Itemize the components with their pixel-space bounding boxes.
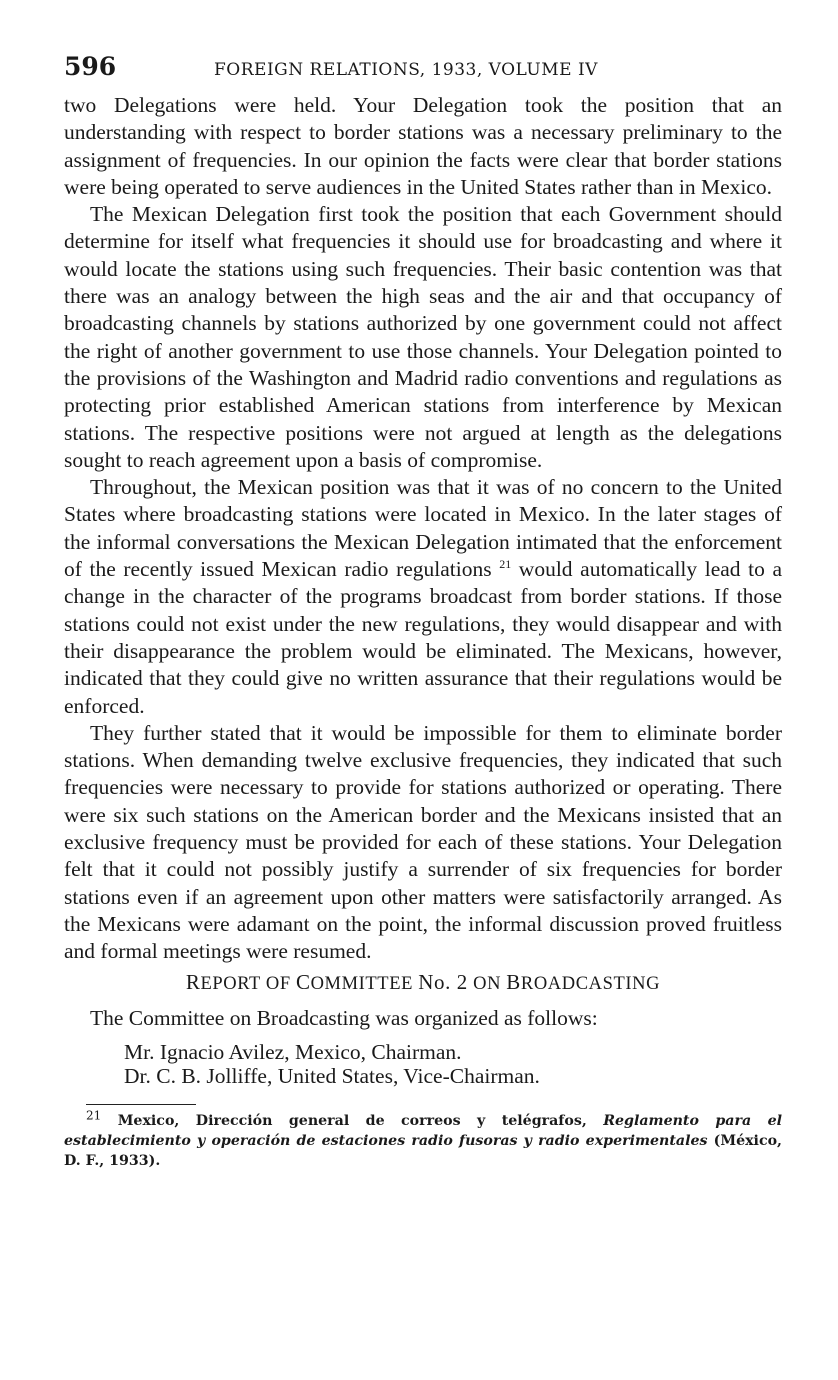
page-number: 596 xyxy=(64,52,117,81)
footnote-tail: (México, D. F., 1933). xyxy=(64,1132,782,1169)
footnote-reference[interactable]: 21 xyxy=(499,556,512,571)
document-page xyxy=(64,52,782,1171)
running-title: FOREIGN RELATIONS, 1933, VOLUME IV xyxy=(214,60,598,80)
committee-intro: The Committee on Broadcasting was organized as follows: xyxy=(90,1005,598,1030)
footnote-title: Reglamento para el establecimiento y operación de estaciones radio fusoras y radio experimentales xyxy=(64,1112,783,1149)
paragraph-2: The Mexican Delegation first took the position that each Government should determine for itself what frequencies it should use for broadcasting and where it would locate the stations using such frequencies. Their basic contention was that there was an analogy between the high seas and the air and that occupancy of broadcasting channels by stations authorized by one government could not affect the right of another government to use those channels. Your Delegation pointed to the provisions of the Washington and Madrid radio conventions and regulations as protecting prior established American stations from interference by Mexican stations. The respective positions were not argued at length as the delegations sought to reach agreement upon a basis of compromise. xyxy=(64,202,782,472)
paragraph-3 xyxy=(64,474,782,720)
paragraph-4: They further stated that it would be impossible for them to eliminate border stations. When demanding twelve exclusive frequencies, they indicated that such frequencies were necessary to provide for stations authorized or operating. There were six such stations on the American border and the Mexicans insisted that an exclusive frequency must be provided for each of these stations. Your Delegation felt that it could not possibly justify a surrender of six frequencies for border stations even if an agreement upon other matters were satisfactorily arranged. As the Mexicans were adamant on the point, the informal discussion proved fruitless and formal meetings were resumed. xyxy=(64,720,782,964)
committee-members xyxy=(124,1040,782,1088)
member-chairman: Mr. Ignacio Avilez, Mexico, Chairman. xyxy=(124,1039,462,1064)
paragraph-3-text-a: Throughout, the Mexican position was that it was of no concern to the United States where broadcasting stations were located in Mexico. In the later stages of the informal conversations the Mexican Delegation intimated that the enforcement of the recently issued Mexican radio regulations xyxy=(64,475,782,582)
footnote-21 xyxy=(64,1108,783,1171)
member-vice-chairman: Dr. C. B. Jolliffe, United States, Vice-Chairman. xyxy=(124,1063,540,1088)
footnote-text: Mexico, Dirección general de correos y telégrafos, xyxy=(101,1112,604,1129)
section-heading: REPORT OF COMMITTEE No. 2 ON BROADCASTING xyxy=(185,969,661,994)
paragraph-3-text-b: would automatically lead to a change in the character of the programs broadcast from border stations. If those stations could not exist under the new regulations, they would disappear and with their disappearance the problem would be eliminated. The Mexicans, however, indicated that they could give no written assurance that their regulations would be enforced. xyxy=(64,557,782,718)
paragraph-1: two Delegations were held. Your Delegation took the position that an understanding with respect to border stations was a necessary preliminary to the assignment of frequencies. In our opinion the facts were clear that border stations were being operated to serve audiences in the United States rather than in Mexico. xyxy=(64,93,782,199)
page-header xyxy=(64,52,782,92)
footnote-number: 21 xyxy=(86,1108,102,1123)
footnote-divider xyxy=(86,1104,196,1105)
